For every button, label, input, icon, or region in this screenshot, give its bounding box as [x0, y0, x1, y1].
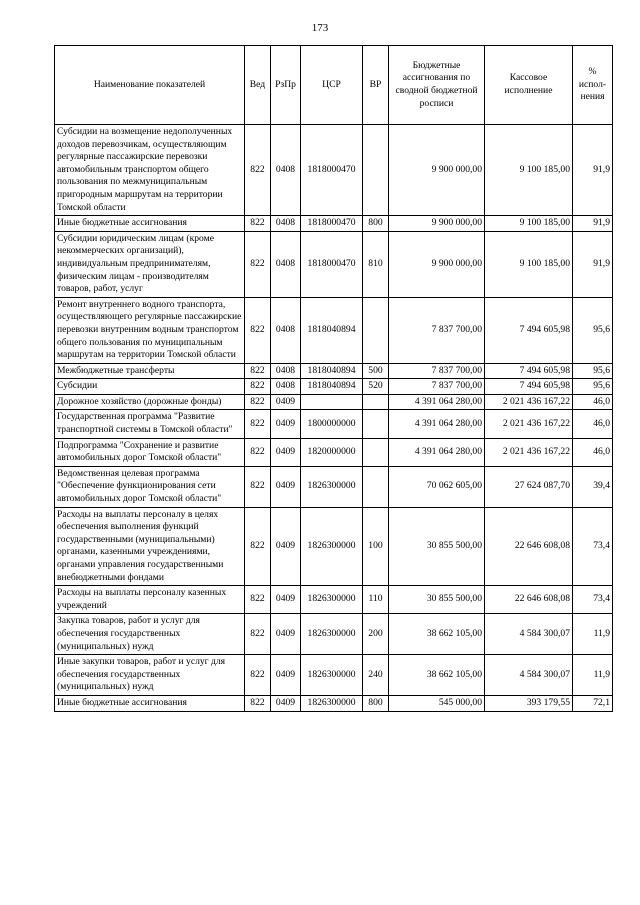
cell-vr	[363, 297, 389, 363]
cell-rzpr: 0409	[271, 466, 301, 507]
cell-ved: 822	[245, 231, 271, 297]
cell-name: Иные бюджетные ассигнования	[55, 216, 245, 232]
table-row	[55, 438, 613, 466]
cell-vr	[363, 438, 389, 466]
cell-csr: 1826300000	[301, 695, 363, 711]
table-row	[55, 466, 613, 507]
table-row	[55, 394, 613, 410]
cell-cash: 9 100 185,00	[485, 216, 573, 232]
cell-vr: 100	[363, 507, 389, 586]
col-header-rzpr: РзПр	[271, 46, 301, 125]
cell-name: Иные закупки товаров, работ и услуг для обеспечения государственных (муниципальных) нужд	[55, 655, 245, 696]
table-row	[55, 410, 613, 438]
cell-vr: 110	[363, 586, 389, 614]
cell-vr: 500	[363, 363, 389, 379]
cell-ved: 822	[245, 614, 271, 655]
cell-cash: 393 179,55	[485, 695, 573, 711]
table-row	[55, 655, 613, 696]
cell-csr: 1818040894	[301, 297, 363, 363]
table-row	[55, 379, 613, 395]
cell-csr: 1826300000	[301, 655, 363, 696]
table-row	[55, 216, 613, 232]
cell-ved: 822	[245, 507, 271, 586]
cell-vr	[363, 394, 389, 410]
cell-ved: 822	[245, 438, 271, 466]
cell-ved: 822	[245, 410, 271, 438]
table-row	[55, 614, 613, 655]
cell-name: Расходы на выплаты персоналу казенных учреждений	[55, 586, 245, 614]
cell-assign: 30 855 500,00	[389, 507, 485, 586]
cell-cash: 2 021 436 167,22	[485, 394, 573, 410]
cell-pct: 39,4	[573, 466, 613, 507]
cell-assign: 545 000,00	[389, 695, 485, 711]
table-row	[55, 231, 613, 297]
col-header-csr: ЦСР	[301, 46, 363, 125]
cell-csr: 1818040894	[301, 363, 363, 379]
cell-name: Государственная программа "Развитие транспортной системы в Томской области"	[55, 410, 245, 438]
cell-pct: 91,9	[573, 216, 613, 232]
cell-rzpr: 0409	[271, 394, 301, 410]
cell-rzpr: 0408	[271, 379, 301, 395]
page-number: 173	[311, 22, 329, 34]
col-header-assign: Бюджетные ассигнования по сводной бюджетной росписи	[389, 46, 485, 125]
table-row	[55, 695, 613, 711]
cell-cash: 2 021 436 167,22	[485, 438, 573, 466]
cell-name: Субсидии на возмещение недополученных доходов перевозчикам, осуществляющим регулярные пассажирские перевозки автомобильным транспортом общего пользования по межмуниципальным пригородным маршрутам на территории Томской области	[55, 125, 245, 216]
cell-ved: 822	[245, 586, 271, 614]
table-row	[55, 125, 613, 216]
cell-csr: 1826300000	[301, 586, 363, 614]
cell-vr: 240	[363, 655, 389, 696]
cell-csr: 1818040894	[301, 379, 363, 395]
cell-assign: 7 837 700,00	[389, 297, 485, 363]
cell-name: Иные бюджетные ассигнования	[55, 695, 245, 711]
cell-ved: 822	[245, 363, 271, 379]
cell-rzpr: 0409	[271, 614, 301, 655]
cell-ved: 822	[245, 216, 271, 232]
table-row	[55, 586, 613, 614]
cell-vr: 810	[363, 231, 389, 297]
cell-cash: 9 100 185,00	[485, 125, 573, 216]
cell-vr: 800	[363, 216, 389, 232]
col-header-cash: Кассовое исполнение	[485, 46, 573, 125]
cell-assign: 38 662 105,00	[389, 655, 485, 696]
cell-cash: 7 494 605,98	[485, 297, 573, 363]
cell-csr: 1818000470	[301, 231, 363, 297]
cell-cash: 4 584 300,07	[485, 655, 573, 696]
cell-cash: 7 494 605,98	[485, 379, 573, 395]
cell-assign: 9 900 000,00	[389, 125, 485, 216]
cell-rzpr: 0409	[271, 410, 301, 438]
cell-assign: 9 900 000,00	[389, 216, 485, 232]
cell-vr: 520	[363, 379, 389, 395]
cell-assign: 4 391 064 280,00	[389, 394, 485, 410]
cell-name: Подпрограмма "Сохранение и развитие автомобильных дорог Томской области"	[55, 438, 245, 466]
cell-name: Субсидии	[55, 379, 245, 395]
cell-assign: 4 391 064 280,00	[389, 410, 485, 438]
cell-pct: 95,6	[573, 379, 613, 395]
cell-cash: 22 646 608,08	[485, 507, 573, 586]
cell-name: Ведомственная целевая программа "Обеспечение функционирования сети автомобильных дорог Томской области"	[55, 466, 245, 507]
table-row	[55, 297, 613, 363]
cell-pct: 46,0	[573, 438, 613, 466]
cell-assign: 9 900 000,00	[389, 231, 485, 297]
cell-name: Закупка товаров, работ и услуг для обеспечения государственных (муниципальных) нужд	[55, 614, 245, 655]
cell-rzpr: 0409	[271, 586, 301, 614]
cell-cash: 27 624 087,70	[485, 466, 573, 507]
cell-vr: 800	[363, 695, 389, 711]
cell-csr	[301, 394, 363, 410]
cell-assign: 70 062 605,00	[389, 466, 485, 507]
cell-pct: 91,9	[573, 125, 613, 216]
cell-name: Ремонт внутреннего водного транспорта, осуществляющего регулярные пассажирские перевозки внутренним водным транспортом общего пользования по муниципальным маршрутам на территории Томской области	[55, 297, 245, 363]
cell-assign: 38 662 105,00	[389, 614, 485, 655]
cell-name: Расходы на выплаты персоналу в целях обеспечения выполнения функций государственными (муниципальными) органами, казенными учреждениями, органами управления государственными внебюджетными фондами	[55, 507, 245, 586]
cell-ved: 822	[245, 297, 271, 363]
cell-vr	[363, 410, 389, 438]
cell-csr: 1818000470	[301, 216, 363, 232]
cell-csr: 1820000000	[301, 438, 363, 466]
cell-assign: 4 391 064 280,00	[389, 438, 485, 466]
cell-pct: 73,4	[573, 507, 613, 586]
table-row	[55, 507, 613, 586]
cell-rzpr: 0408	[271, 231, 301, 297]
cell-ved: 822	[245, 655, 271, 696]
cell-rzpr: 0409	[271, 655, 301, 696]
cell-csr: 1826300000	[301, 466, 363, 507]
cell-cash: 2 021 436 167,22	[485, 410, 573, 438]
cell-cash: 22 646 608,08	[485, 586, 573, 614]
cell-ved: 822	[245, 466, 271, 507]
cell-rzpr: 0408	[271, 363, 301, 379]
col-header-vr: ВР	[363, 46, 389, 125]
cell-pct: 73,4	[573, 586, 613, 614]
col-header-pct: % испол-нения	[573, 46, 613, 125]
header-row	[55, 46, 613, 125]
cell-ved: 822	[245, 379, 271, 395]
cell-vr: 200	[363, 614, 389, 655]
cell-cash: 7 494 605,98	[485, 363, 573, 379]
cell-pct: 11,9	[573, 655, 613, 696]
cell-rzpr: 0409	[271, 438, 301, 466]
cell-rzpr: 0408	[271, 297, 301, 363]
cell-assign: 30 855 500,00	[389, 586, 485, 614]
cell-csr: 1826300000	[301, 614, 363, 655]
cell-ved: 822	[245, 394, 271, 410]
cell-rzpr: 0409	[271, 695, 301, 711]
cell-csr: 1826300000	[301, 507, 363, 586]
cell-pct: 95,6	[573, 363, 613, 379]
cell-cash: 9 100 185,00	[485, 231, 573, 297]
cell-assign: 7 837 700,00	[389, 363, 485, 379]
cell-csr: 1800000000	[301, 410, 363, 438]
budget-table	[54, 45, 613, 712]
cell-pct: 46,0	[573, 410, 613, 438]
cell-pct: 91,9	[573, 231, 613, 297]
cell-assign: 7 837 700,00	[389, 379, 485, 395]
cell-vr	[363, 466, 389, 507]
cell-cash: 4 584 300,07	[485, 614, 573, 655]
col-header-ved: Вед	[245, 46, 271, 125]
cell-pct: 11,9	[573, 614, 613, 655]
cell-rzpr: 0408	[271, 125, 301, 216]
cell-pct: 46,0	[573, 394, 613, 410]
cell-rzpr: 0408	[271, 216, 301, 232]
cell-rzpr: 0409	[271, 507, 301, 586]
table-row	[55, 363, 613, 379]
col-header-name: Наименование показателей	[55, 46, 245, 125]
cell-name: Дорожное хозяйство (дорожные фонды)	[55, 394, 245, 410]
cell-pct: 72,1	[573, 695, 613, 711]
cell-ved: 822	[245, 125, 271, 216]
cell-name: Межбюджетные трансферты	[55, 363, 245, 379]
cell-pct: 95,6	[573, 297, 613, 363]
cell-vr	[363, 125, 389, 216]
cell-csr: 1818000470	[301, 125, 363, 216]
cell-name: Субсидии юридическим лицам (кроме некоммерческих организаций), индивидуальным предпринимателям, физическим лицам - производителям товаров, работ, услуг	[55, 231, 245, 297]
cell-ved: 822	[245, 695, 271, 711]
